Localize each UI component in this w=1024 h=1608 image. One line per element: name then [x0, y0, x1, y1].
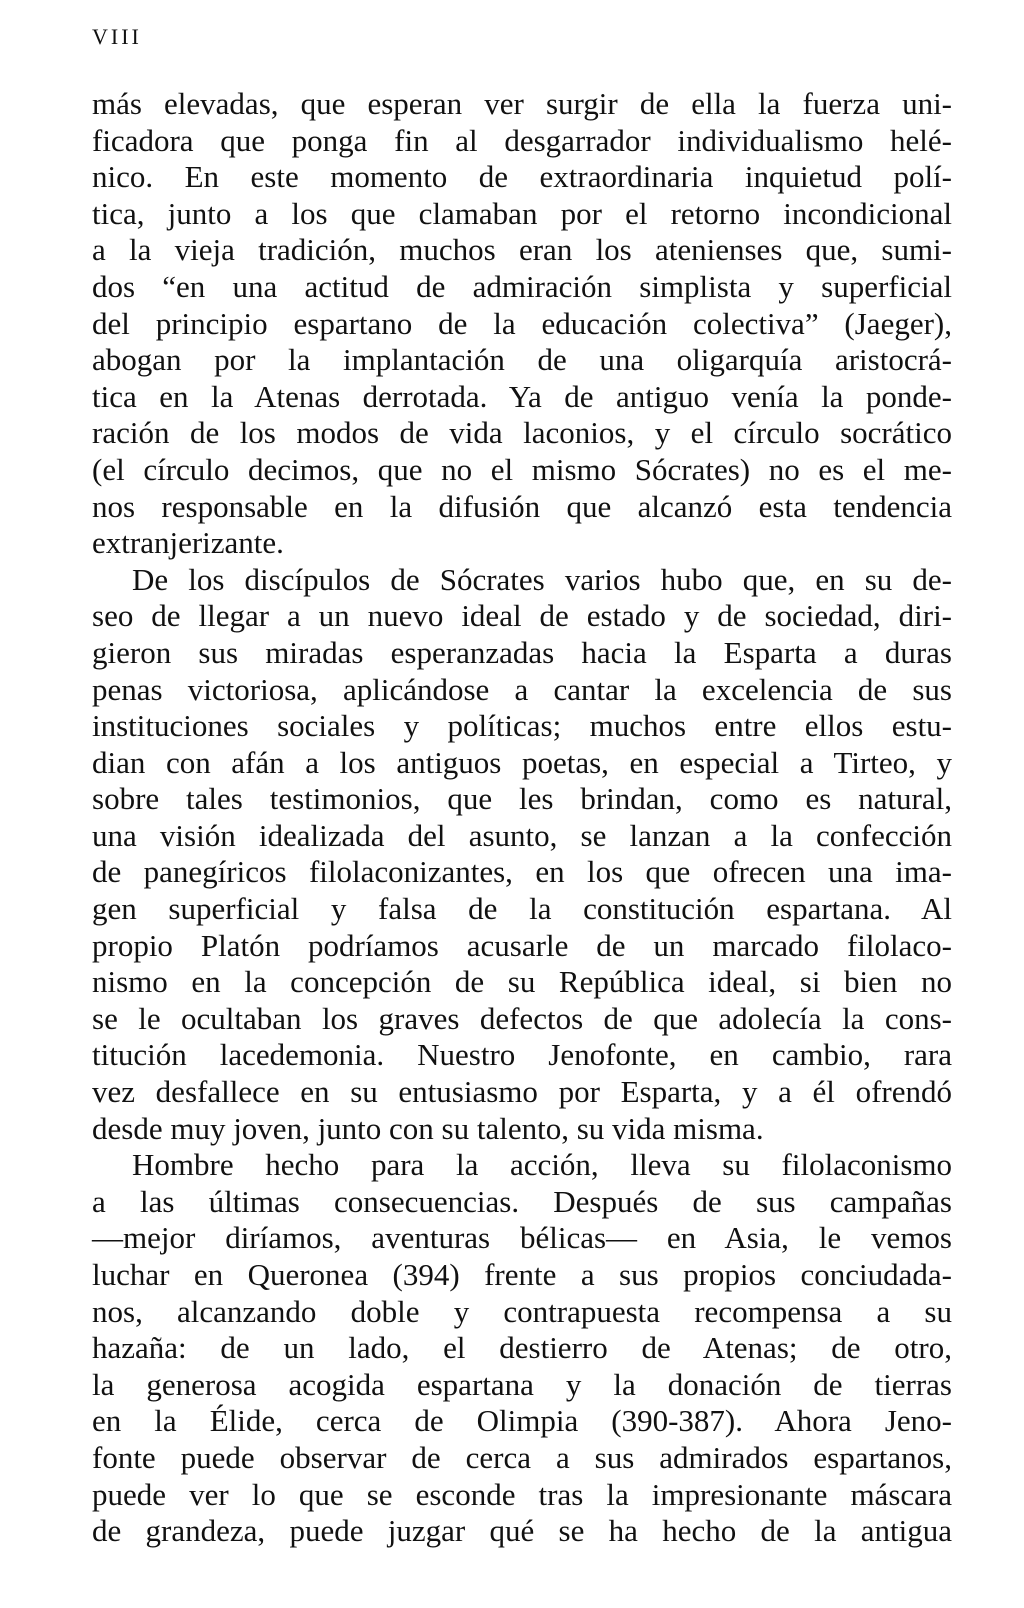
text-line: puede ver lo que se esconde tras la impresionante máscara [92, 1476, 952, 1512]
text-line: nismo en la concepción de su República ideal, si bien no [92, 964, 952, 1000]
text-line: —mejor diríamos, aventuras bélicas— en Asia, le vemos [92, 1220, 952, 1256]
paragraph-first-line: Hombre hecho para la acción, lleva su filolaconismo [132, 1147, 952, 1183]
text-line: fonte puede observar de cerca a sus admirados espartanos, [92, 1439, 952, 1475]
text-line: tica en la Atenas derrotada. Ya de antiguo venía la ponde- [92, 378, 952, 414]
text-line: nico. En este momento de extraordinaria inquietud polí- [92, 159, 952, 195]
text-line: (el círculo decimos, que no el mismo Sócrates) no es el me- [92, 451, 952, 487]
text-line: extranjerizante. [92, 525, 284, 561]
text-line: dian con afán a los antiguos poetas, en especial a Tirteo, y [92, 744, 952, 780]
text-line: dos “en una actitud de admiración simplista y superficial [92, 268, 952, 304]
text-line: de panegíricos filolaconizantes, en los que ofrecen una ima- [92, 854, 952, 890]
text-line: a la vieja tradición, muchos eran los atenienses que, sumi- [92, 232, 952, 268]
text-line: desde muy joven, junto con su talento, su vida misma. [92, 1110, 764, 1146]
text-line: nos responsable en la difusión que alcanzó esta tendencia [92, 488, 952, 524]
text-line: propio Platón podríamos acusarle de un marcado filolaco- [92, 927, 952, 963]
text-line: tica, junto a los que clamaban por el retorno incondicional [92, 195, 952, 231]
text-line: ficadora que ponga fin al desgarrador individualismo helé- [92, 122, 952, 158]
paragraph-first-line: De los discípulos de Sócrates varios hubo que, en su de- [132, 561, 952, 597]
text-line: luchar en Queronea (394) frente a sus propios conciudada- [92, 1257, 952, 1292]
text-line: ración de los modos de vida laconios, y el círculo socrático [92, 415, 952, 451]
text-line: seo de llegar a un nuevo ideal de estado y de sociedad, diri- [92, 598, 952, 634]
text-line: se le ocultaban los graves defectos de que adolecía la cons- [92, 1000, 952, 1036]
text-line: gen superficial y falsa de la constitución espartana. Al [92, 891, 952, 927]
text-line: de grandeza, puede juzgar qué se ha hecho de la antigua [92, 1513, 952, 1549]
text-line: sobre tales testimonios, que les brindan, como es natural, [92, 781, 952, 817]
text-line: en la Élide, cerca de Olimpia (390-387). Ahora Jeno- [92, 1403, 952, 1439]
text-line: instituciones sociales y políticas; muchos entre ellos estu- [92, 708, 952, 744]
text-line: la generosa acogida espartana y la donación de tierras [92, 1366, 952, 1402]
text-line: a las últimas consecuencias. Después de sus campañas [92, 1183, 952, 1219]
text-line: del principio espartano de la educación colectiva” (Jaeger), [92, 305, 952, 341]
text-line: gieron sus miradas esperanzadas hacia la Esparta a duras [92, 634, 952, 670]
text-line: titución lacedemonia. Nuestro Jenofonte, en cambio, rara [92, 1037, 952, 1073]
text-line: penas victoriosa, aplicándose a cantar la excelencia de sus [92, 671, 952, 707]
page-number: VIII [92, 24, 142, 49]
text-line: una visión idealizada del asunto, se lanzan a la confección [92, 817, 952, 853]
text-line: abogan por la implantación de una oligarquía aristocrá- [92, 342, 952, 378]
text-line: vez desfallece en su entusiasmo por Esparta, y a él ofrendó [92, 1074, 952, 1110]
body-text [92, 86, 952, 1550]
text-line: hazaña: de un lado, el destierro de Atenas; de otro, [92, 1330, 952, 1366]
text-line: nos, alcanzando doble y contrapuesta recompensa a su [92, 1293, 952, 1329]
text-line: más elevadas, que esperan ver surgir de ella la fuerza uni- [92, 86, 952, 121]
